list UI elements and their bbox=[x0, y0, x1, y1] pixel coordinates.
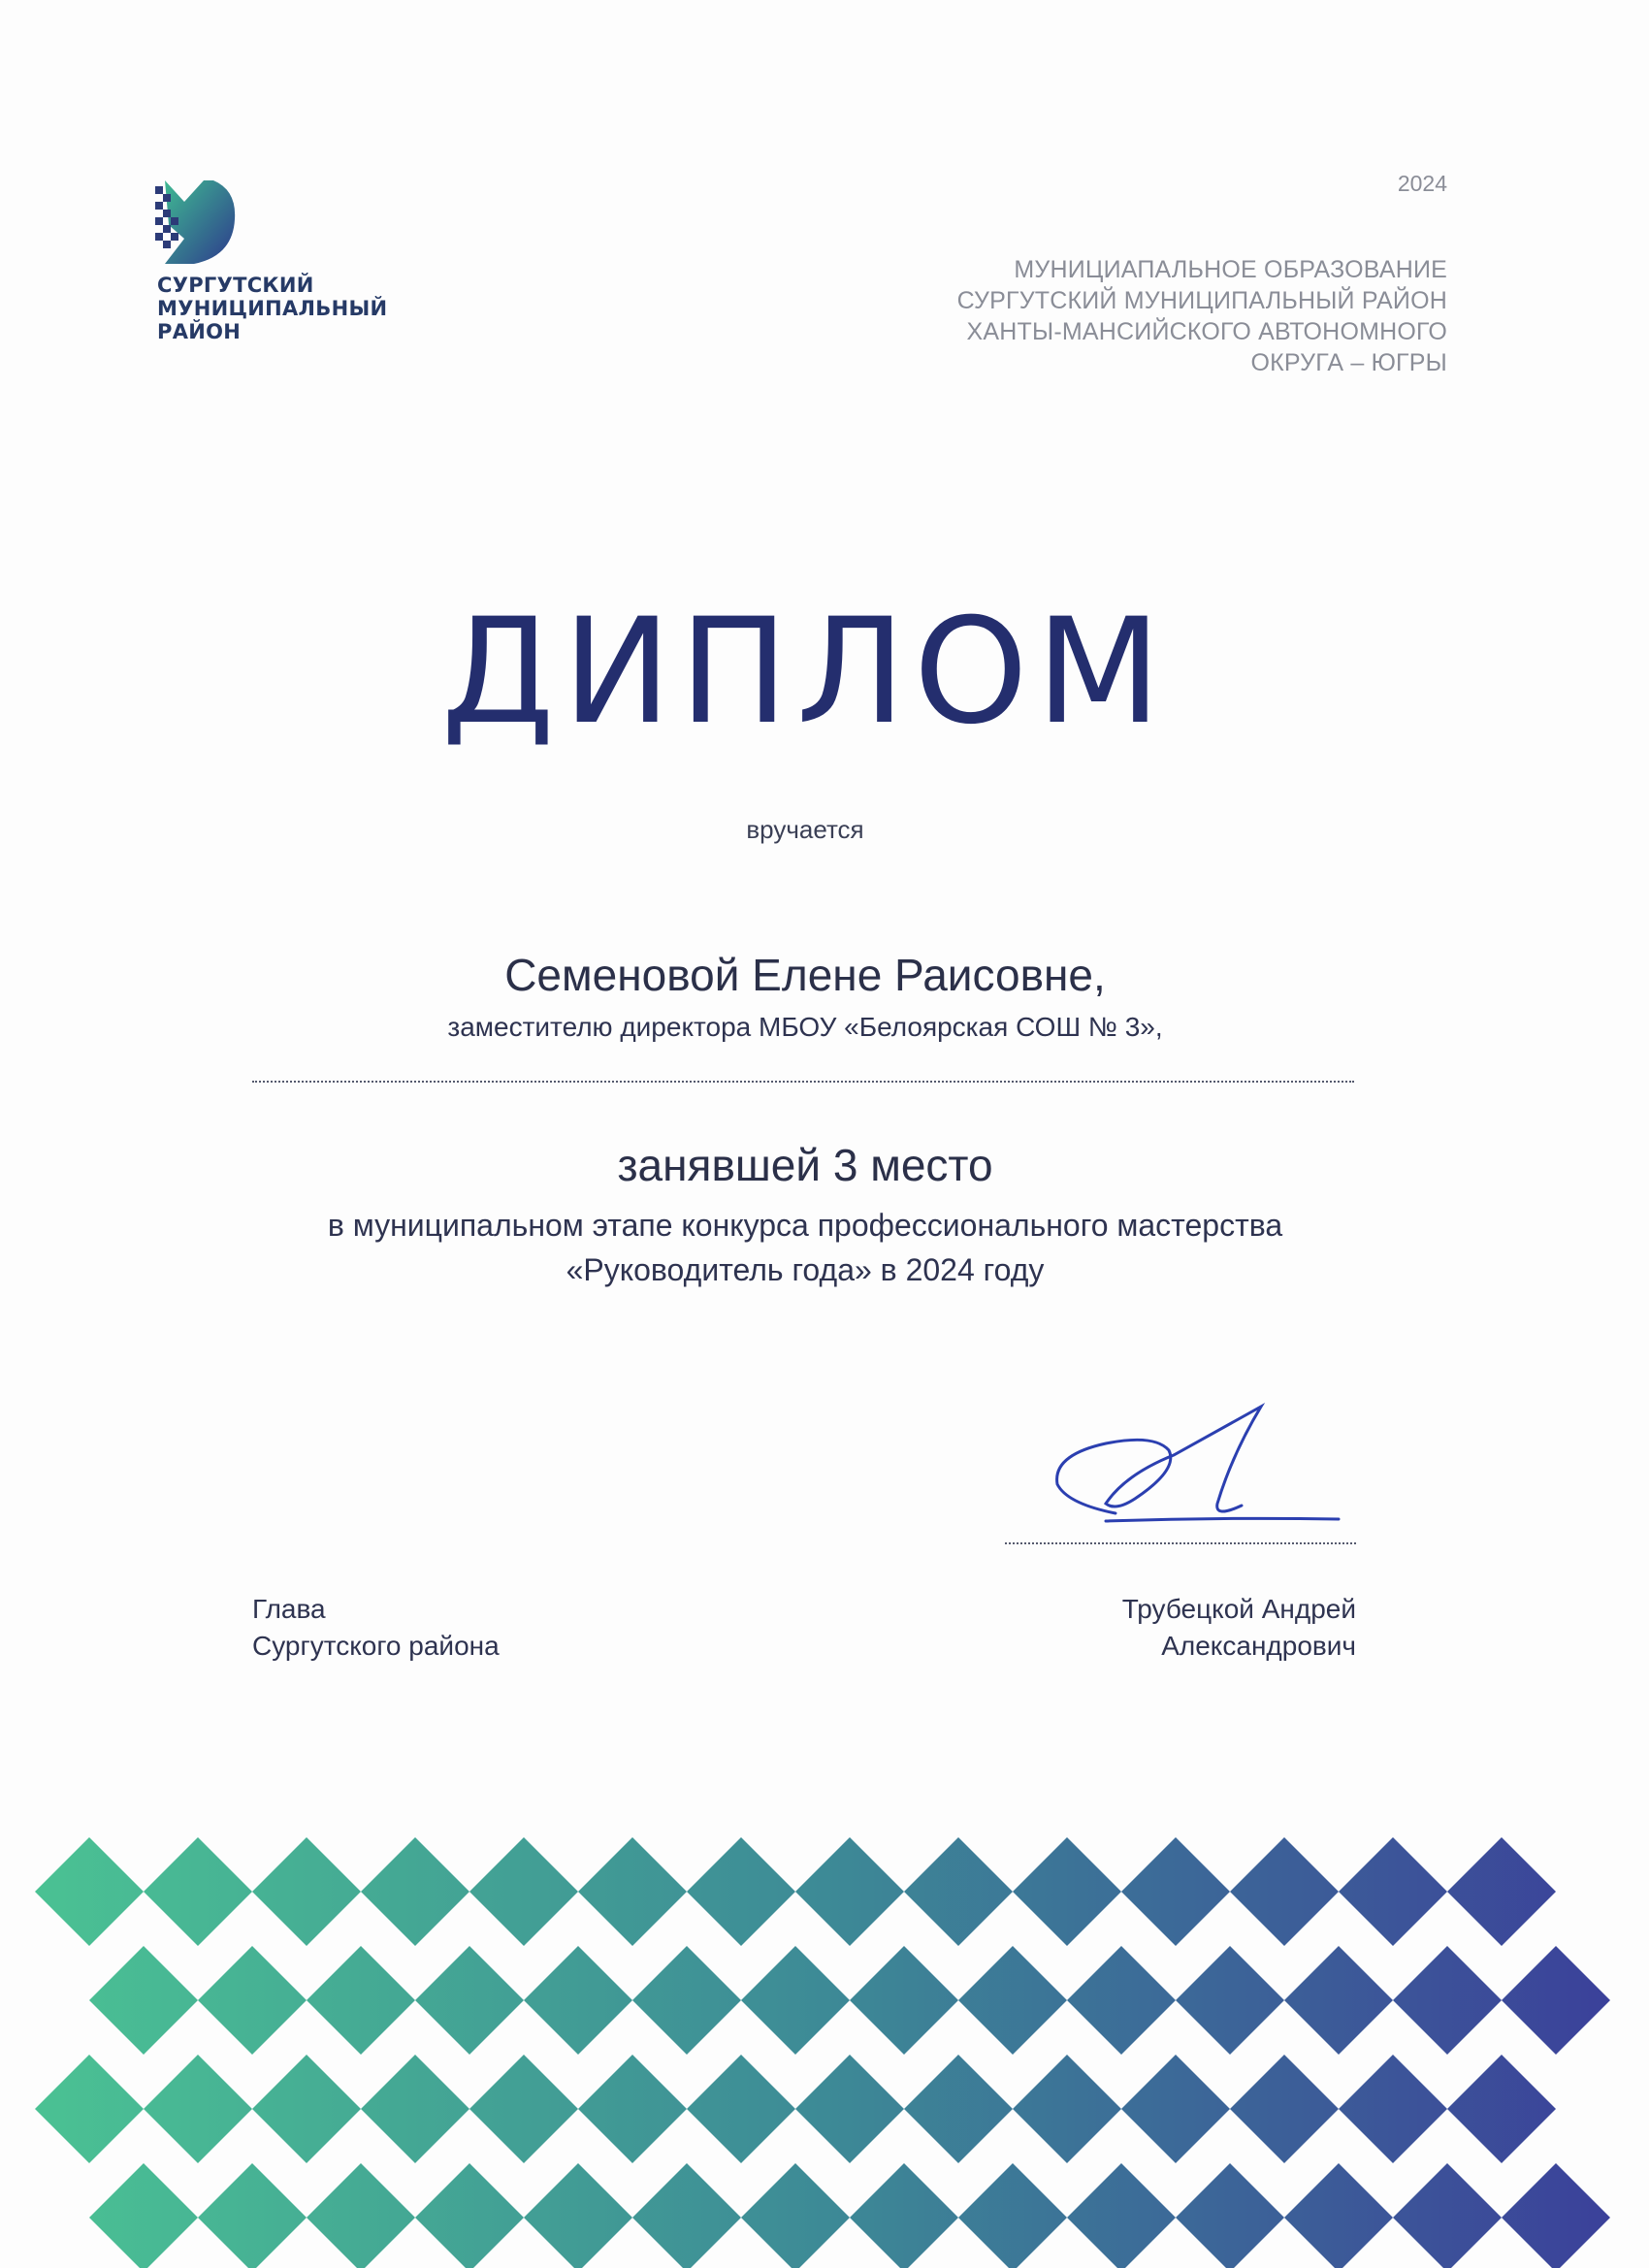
pattern-diamond bbox=[1339, 1837, 1447, 1946]
pattern-diamond bbox=[904, 2055, 1013, 2163]
pattern-diamond bbox=[35, 1837, 144, 1946]
pattern-diamond bbox=[578, 1837, 687, 1946]
pattern-diamond bbox=[1013, 2055, 1121, 2163]
org-line: МУНИЦИАПАЛЬНОЕ ОБРАЗОВАНИЕ bbox=[1014, 256, 1447, 283]
logo-line: СУРГУТСКИЙ bbox=[157, 274, 314, 297]
pattern-diamond bbox=[1176, 2163, 1284, 2268]
pattern-diamond bbox=[958, 2163, 1067, 2268]
pattern-diamond bbox=[469, 2055, 578, 2163]
pattern-diamond bbox=[415, 2163, 524, 2268]
pattern-diamond bbox=[795, 2055, 904, 2163]
signer-title-line: Сургутского района bbox=[252, 1631, 500, 1661]
contest-description bbox=[0, 1203, 1610, 1292]
pattern-diamond bbox=[1284, 1946, 1393, 2055]
pattern-diamond bbox=[904, 1837, 1013, 1946]
pattern-diamond bbox=[1393, 1946, 1502, 2055]
pattern-diamond bbox=[1176, 1946, 1284, 2055]
pattern-diamond bbox=[89, 2163, 198, 2268]
pattern-diamond bbox=[1447, 2055, 1556, 2163]
pattern-diamond bbox=[307, 2163, 415, 2268]
contest-line: в муниципальном этапе конкурса профессионального мастерства bbox=[327, 1208, 1283, 1243]
logo-line: МУНИЦИПАЛЬНЫЙ bbox=[157, 297, 388, 320]
pattern-diamond bbox=[1230, 2055, 1339, 2163]
pattern-diamond bbox=[632, 1946, 741, 2055]
pattern-diamond bbox=[741, 1946, 850, 2055]
pattern-diamond bbox=[524, 1946, 632, 2055]
diamond-pattern-decoration bbox=[0, 1833, 1649, 2268]
pattern-diamond bbox=[307, 1946, 415, 2055]
logo-line: РАЙОН bbox=[157, 320, 242, 343]
pattern-diamond bbox=[850, 1946, 958, 2055]
pattern-diamond bbox=[1284, 2163, 1393, 2268]
pattern-diamond bbox=[198, 1946, 307, 2055]
pattern-diamond bbox=[795, 1837, 904, 1946]
year: 2024 bbox=[1397, 171, 1447, 196]
signer-name-line: Александрович bbox=[1161, 1631, 1356, 1661]
pattern-diamond bbox=[632, 2163, 741, 2268]
org-line: ОКРУГА – ЮГРЫ bbox=[1250, 349, 1447, 376]
pattern-diamond bbox=[1339, 2055, 1447, 2163]
pattern-diamond bbox=[144, 2055, 252, 2163]
pattern-diamond bbox=[741, 2163, 850, 2268]
pattern-diamond bbox=[1447, 1837, 1556, 1946]
pattern-diamond bbox=[1393, 2163, 1502, 2268]
pattern-diamond bbox=[850, 2163, 958, 2268]
pattern-diamond bbox=[1067, 2163, 1176, 2268]
place-text: занявшей 3 место bbox=[617, 1140, 993, 1190]
signer-title-line: Глава bbox=[252, 1594, 326, 1624]
pattern-diamond bbox=[144, 1837, 252, 1946]
logo-text bbox=[157, 274, 387, 343]
pattern-diamond bbox=[361, 1837, 469, 1946]
pattern-diamond bbox=[578, 2055, 687, 2163]
pattern-diamond bbox=[198, 2163, 307, 2268]
district-logo-icon bbox=[155, 180, 237, 264]
handwritten-signature-icon bbox=[1048, 1397, 1358, 1542]
pattern-diamond bbox=[361, 2055, 469, 2163]
pattern-diamond bbox=[252, 2055, 361, 2163]
pattern-diamond bbox=[252, 1837, 361, 1946]
pattern-diamond bbox=[1502, 2163, 1610, 2268]
pattern-diamond bbox=[687, 2055, 795, 2163]
pattern-diamond bbox=[35, 2055, 144, 2163]
org-line: ХАНТЫ-МАНСИЙСКОГО АВТОНОМНОГО bbox=[966, 318, 1447, 345]
pattern-diamond bbox=[687, 1837, 795, 1946]
signer-name-line: Трубецкой Андрей bbox=[1121, 1594, 1356, 1624]
pattern-diamond bbox=[1067, 1946, 1176, 2055]
signature-line bbox=[1005, 1542, 1356, 1544]
diploma-title: ДИПЛОМ bbox=[440, 588, 1170, 757]
pattern-diamond bbox=[415, 1946, 524, 2055]
signer-title bbox=[252, 1591, 500, 1665]
pattern-diamond bbox=[89, 1946, 198, 2055]
handed-label: вручается bbox=[746, 815, 864, 844]
signer-name bbox=[1122, 1591, 1356, 1665]
dotted-divider bbox=[252, 1081, 1354, 1083]
pattern-diamond bbox=[1121, 2055, 1230, 2163]
pattern-diamond bbox=[1502, 1946, 1610, 2055]
org-line: СУРГУТСКИЙ МУНИЦИПАЛЬНЫЙ РАЙОН bbox=[956, 287, 1447, 314]
recipient-position: заместителю директора МБОУ «Белоярская СОШ № 3», bbox=[447, 1012, 1163, 1042]
recipient-name: Семеновой Елене Раисовне, bbox=[504, 950, 1106, 1000]
contest-line: «Руководитель года» в 2024 году bbox=[566, 1252, 1045, 1287]
pattern-diamond bbox=[1013, 1837, 1121, 1946]
pattern-diamond bbox=[1230, 1837, 1339, 1946]
organization-name bbox=[957, 254, 1447, 378]
pattern-diamond bbox=[1121, 1837, 1230, 1946]
pattern-diamond bbox=[469, 1837, 578, 1946]
pattern-diamond bbox=[958, 1946, 1067, 2055]
pattern-diamond bbox=[524, 2163, 632, 2268]
